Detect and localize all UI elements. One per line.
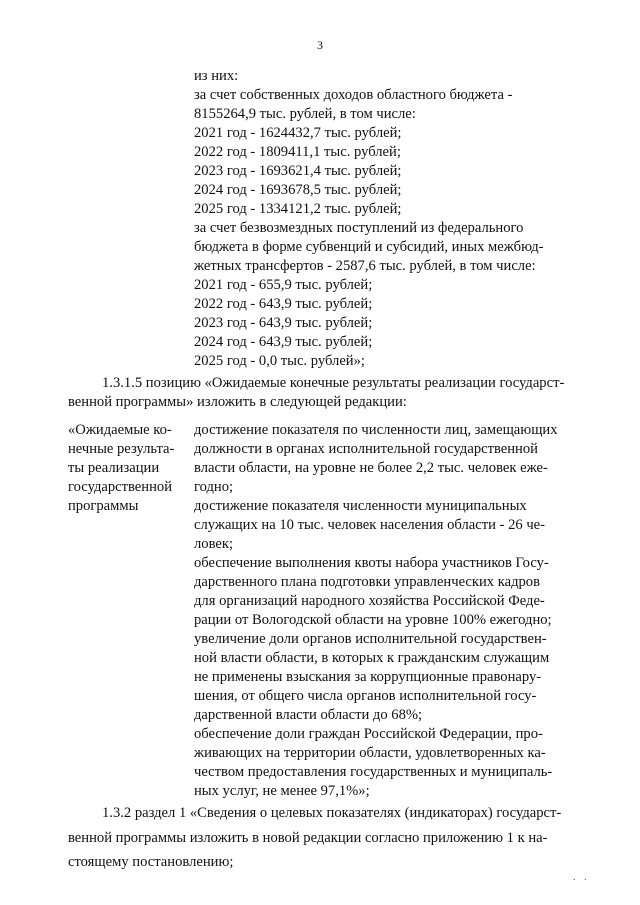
- results-text-line: должности в органах исполнительной государственной: [194, 441, 538, 457]
- scan-artifact-dots: . .: [573, 872, 590, 883]
- results-text-line: увеличение доли органов исполнительной государствен-: [194, 631, 547, 647]
- budget-line: бюджета в форме субвенций и субсидий, иных межбюд-: [194, 239, 544, 255]
- budget-line: 2025 год - 1334121,2 тыс. рублей;: [194, 201, 402, 217]
- results-text-line: живающих на территории области, удовлетворенных ка-: [194, 745, 546, 761]
- results-label-line: ты реализации: [68, 460, 160, 476]
- budget-line: 2022 год - 643,9 тыс. рублей;: [194, 296, 373, 312]
- paragraph-132-line-2: венной программы изложить в новой редакции согласно приложению 1 к на-: [68, 830, 548, 846]
- results-label-line: государственной: [68, 479, 173, 495]
- results-text-line: дарственного плана подготовки управленческих кадров: [194, 574, 540, 590]
- budget-line: 2023 год - 643,9 тыс. рублей;: [194, 315, 373, 331]
- results-text-line: не применены взыскания за коррупционные правонару-: [194, 669, 542, 685]
- results-text-line: ных услуг, не менее 97,1%»;: [194, 783, 370, 799]
- budget-line: из них:: [194, 68, 239, 84]
- results-text-line: обеспечение доли граждан Российской Федерации, про-: [194, 726, 543, 742]
- budget-line: за счет безвозмездных поступлений из федерального: [194, 220, 524, 236]
- budget-line: 8155264,9 тыс. рублей, в том числе:: [194, 106, 416, 122]
- budget-line: 2024 год - 1693678,5 тыс. рублей;: [194, 182, 402, 198]
- results-text-line: годно;: [194, 479, 234, 495]
- paragraph-132-line-3: стоящему постановлению;: [68, 854, 234, 870]
- results-text-line: достижение показателя численности муниципальных: [194, 498, 527, 514]
- results-text-line: служащих на 10 тыс. человек населения области - 26 че-: [194, 517, 545, 533]
- results-text-line: дарственной власти области до 68%;: [194, 707, 423, 723]
- budget-line: 2025 год - 0,0 тыс. рублей»;: [194, 353, 365, 369]
- results-text-line: шения, от общего числа органов исполнительной госу-: [194, 688, 537, 704]
- paragraph-1315-line-1: 1.3.1.5 позицию «Ожидаемые конечные результаты реализации государст-: [102, 375, 565, 391]
- paragraph-132-line-1: 1.3.2 раздел 1 «Сведения о целевых показателях (индикаторах) государст-: [102, 805, 562, 821]
- results-text-line: власти области, на уровне не более 2,2 тыс. человек еже-: [194, 460, 548, 476]
- budget-line: 2023 год - 1693621,4 тыс. рублей;: [194, 163, 402, 179]
- page-number: 3: [317, 38, 323, 52]
- results-text-line: достижение показателя по численности лиц, замещающих: [194, 422, 558, 438]
- results-label-line: нечные результа-: [68, 441, 175, 457]
- results-text-line: чеством предоставления государственных и муниципаль-: [194, 764, 553, 780]
- budget-line: 2021 год - 1624432,7 тыс. рублей;: [194, 125, 402, 141]
- budget-line: за счет собственных доходов областного бюджета -: [194, 87, 513, 103]
- results-text-line: ловек;: [194, 536, 234, 552]
- budget-line: жетных трансфертов - 2587,6 тыс. рублей, в том числе:: [194, 258, 536, 274]
- budget-line: 2024 год - 643,9 тыс. рублей;: [194, 334, 373, 350]
- budget-line: 2021 год - 655,9 тыс. рублей;: [194, 277, 373, 293]
- paragraph-1315-line-2: венной программы» изложить в следующей редакции:: [68, 394, 407, 410]
- results-text-line: обеспечение выполнения квоты набора участников Госу-: [194, 555, 549, 571]
- results-text-line: рации от Вологодской области на уровне 100% ежегодно;: [194, 612, 552, 628]
- results-label-line: «Ожидаемые ко-: [68, 422, 172, 438]
- budget-line: 2022 год - 1809411,1 тыс. рублей;: [194, 144, 401, 160]
- results-text-line: для организаций народного хозяйства Российской Феде-: [194, 593, 545, 609]
- results-text-line: ной власти области, в которых к гражданским служащим: [194, 650, 550, 666]
- results-label-line: программы: [68, 498, 139, 514]
